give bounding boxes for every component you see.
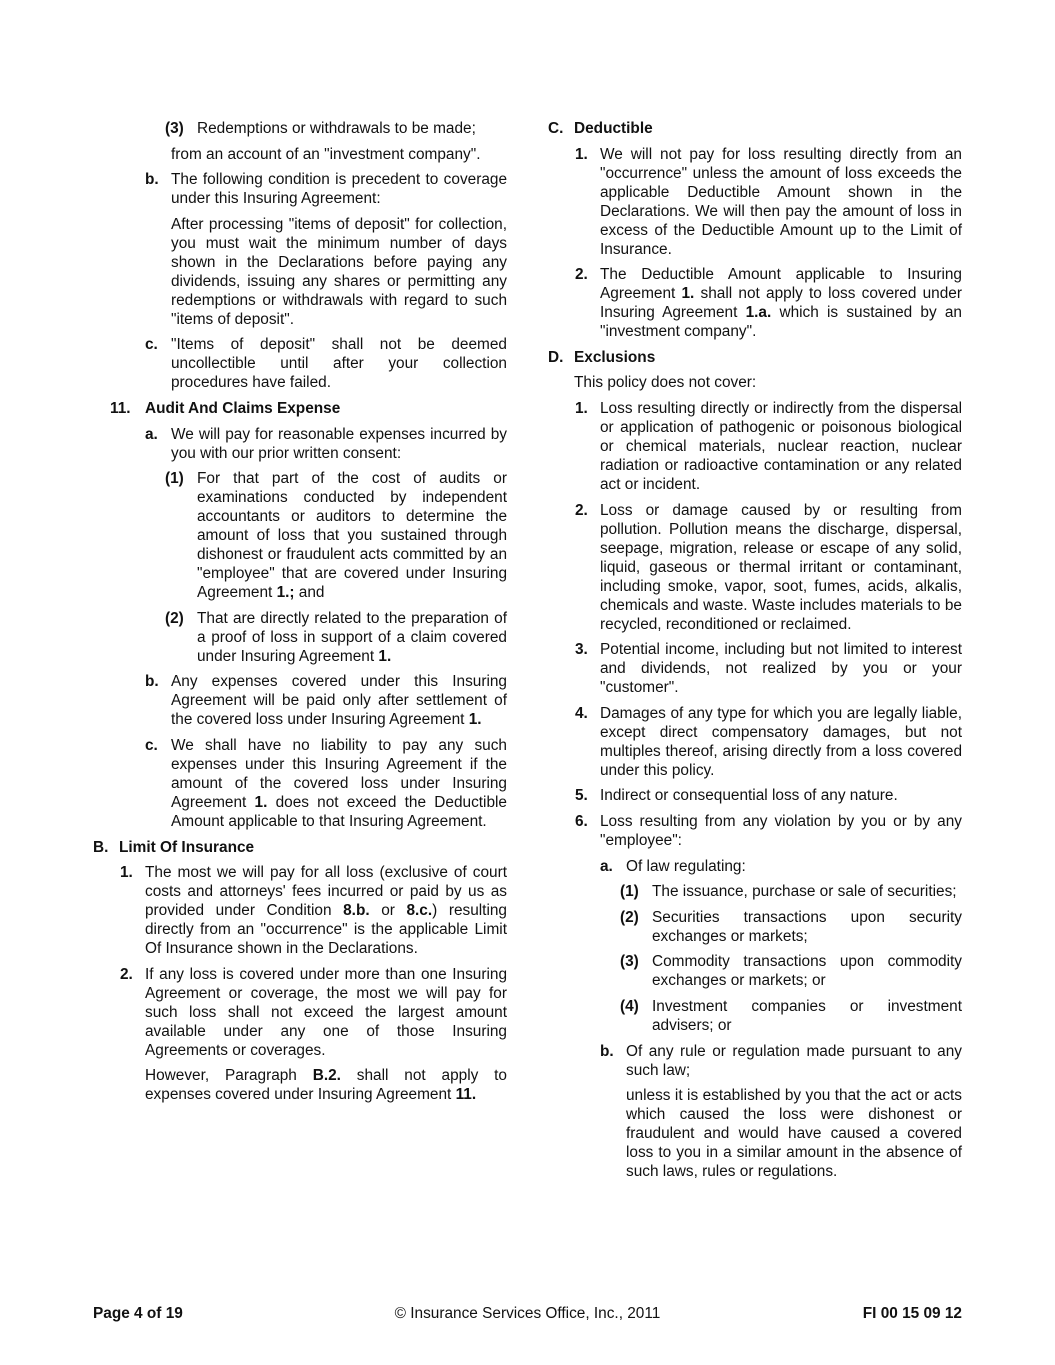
- item-text: [171, 336, 507, 391]
- text-run: Damages of any type for which you are legally liable, except direct compensatory damages, but not multiples thereof, arising directly from a loss covered under this policy.: [600, 704, 962, 779]
- item-text: [600, 266, 962, 340]
- text-run: "Items of deposit" shall not be deemed uncollectible until after your collection procedures have failed.: [171, 336, 507, 392]
- bold-reference: 8.b.: [343, 902, 370, 920]
- item-text: [652, 909, 962, 945]
- text-run: Loss or damage caused by or resulting from pollution. Pollution means the discharge, dispersal, seepage, migration, release or escape of any solid, liquid, gaseous or thermal irritant or contaminant, including smoke, vapor, soot, fumes, acids, alkalis, chemicals and waste. Waste includes materials to be recycled, reconditioned or reclaimed.: [600, 501, 962, 633]
- item-label: (3): [165, 120, 184, 137]
- list-item: [93, 863, 507, 958]
- text-run: Limit Of Insurance: [119, 838, 255, 856]
- text-run: If any loss is covered under more than one Insuring Agreement or coverage, the most we will pay for such loss shall not exceed the largest amount available under any one of those Insuring Agreements or coverages.: [145, 965, 507, 1059]
- list-item: [548, 145, 962, 259]
- item-text: [626, 858, 746, 875]
- item-label: 2.: [575, 266, 588, 284]
- item-label: (3): [620, 953, 639, 971]
- item-text: [600, 502, 962, 633]
- item-label: 2.: [575, 501, 588, 519]
- text-run: and: [294, 584, 325, 602]
- item-text: [171, 673, 507, 728]
- item-text: [145, 864, 507, 957]
- text-run: Potential income, including but not limited to interest and dividends, not realized by you or your "customer".: [600, 641, 962, 697]
- text-run: That are directly related to the preparation of a proof of loss in support of a claim covered under Insuring Agreement: [197, 609, 507, 665]
- text-run: from an account of an "investment company".: [171, 145, 481, 163]
- item-label: a.: [145, 425, 158, 443]
- copyright-notice: © Insurance Services Office, Inc., 2011: [394, 1305, 661, 1322]
- text-run: Loss resulting from any violation by you or by any "employee":: [600, 812, 962, 849]
- text-run: The following condition is precedent to coverage under this Insuring Agreement:: [171, 171, 507, 208]
- item-text: [600, 813, 962, 849]
- item-text: [574, 374, 756, 391]
- paragraph: [548, 1086, 962, 1181]
- item-label: 1.: [575, 145, 588, 163]
- item-label: 1.: [120, 864, 133, 882]
- item-text: [600, 787, 898, 804]
- text-run: This policy does not cover:: [574, 374, 757, 392]
- bold-reference: 1.;: [276, 584, 295, 602]
- bold-reference: 8.c.: [406, 902, 433, 920]
- text-run: Exclusions: [574, 348, 656, 366]
- list-item: [548, 882, 962, 901]
- item-label: 2.: [120, 965, 133, 983]
- bold-reference: 1.: [378, 647, 392, 665]
- text-run: Securities transactions upon security exchanges or markets;: [652, 908, 962, 945]
- bold-reference: B.2.: [312, 1067, 341, 1085]
- text-run: Commodity transactions upon commodity exchanges or markets; or: [652, 953, 962, 990]
- bold-reference: 1.: [254, 793, 268, 811]
- page-number: Page 4 of 19: [93, 1305, 183, 1322]
- list-item: [93, 425, 507, 463]
- item-label: a.: [600, 857, 613, 875]
- text-run: Of law regulating:: [626, 857, 746, 875]
- item-text: [652, 998, 962, 1034]
- text-run: Audit And Claims Expense: [145, 399, 341, 417]
- list-item: [548, 1042, 962, 1080]
- item-label: c.: [145, 336, 158, 354]
- section-heading: [93, 838, 507, 857]
- text-run: Any expenses covered under this Insuring Agreement will be paid only after settlement of the covered loss under Insuring Agreement: [171, 673, 507, 729]
- item-text: [600, 705, 962, 779]
- text-run: The most we will pay for all loss (exclusive of court costs and attorneys' fees incurred or paid by us as provided under Condition: [145, 864, 507, 920]
- item-text: [197, 470, 507, 601]
- item-text: [652, 953, 962, 989]
- list-item: [548, 265, 962, 341]
- list-item: [93, 965, 507, 1060]
- item-text: [119, 839, 254, 856]
- text-run: We shall have no liability to pay any such expenses under this Insuring Agreement if the amount of the covered loss under Insuring Agreement: [171, 736, 507, 811]
- item-text: [574, 120, 653, 137]
- item-label: 6.: [575, 812, 588, 830]
- item-label: (2): [165, 609, 184, 627]
- item-label: b.: [145, 673, 159, 691]
- list-item: [548, 997, 962, 1035]
- item-label: C.: [548, 120, 564, 137]
- item-label: c.: [145, 736, 158, 754]
- text-run: For that part of the cost of audits or examinations conducted by independent accountants or auditors to determine the amount of loss that you sustained through dishonest or fraudulent acts committed by an "employee" that are covered under Insuring Agreement: [197, 470, 507, 602]
- text-run: The issuance, purchase or sale of securities;: [652, 883, 957, 901]
- text-run: We will not pay for loss resulting directly from an "occurrence" unless the amount of loss exceeds the applicable Deductible Amount shown in the Declarations. We will then pay the amount of loss in excess of the Deductible Amount up to the Limit of Insurance.: [600, 145, 962, 258]
- item-text: [171, 426, 507, 462]
- list-item: [548, 857, 962, 876]
- text-run: shall not apply to expenses covered under Insuring Agreement: [145, 1067, 507, 1104]
- list-item: [93, 170, 507, 208]
- bold-reference: 1.: [468, 711, 482, 729]
- list-item: [548, 704, 962, 780]
- text-run: unless it is established by you that the act or acts which caused the loss were dishonest or fraudulent and would have caused a covered loss to you in a similar amount in the absence of such laws, rules or regulations.: [626, 1087, 962, 1181]
- list-item: [548, 640, 962, 697]
- item-text: [171, 216, 507, 328]
- paragraph: [93, 145, 507, 164]
- item-label: B.: [93, 838, 109, 856]
- item-label: 5.: [575, 787, 588, 805]
- section-heading: [548, 119, 962, 138]
- list-item: [93, 672, 507, 729]
- list-item: [548, 908, 962, 946]
- item-text: [197, 610, 507, 665]
- item-label: 3.: [575, 641, 588, 659]
- item-label: b.: [145, 171, 159, 189]
- list-item: [93, 609, 507, 666]
- list-item: [548, 786, 962, 805]
- item-label: (2): [620, 908, 639, 926]
- item-text: [145, 1067, 507, 1103]
- item-text: [145, 966, 507, 1059]
- text-run: However, Paragraph: [145, 1067, 313, 1085]
- list-item: [93, 119, 507, 138]
- list-item: [93, 335, 507, 392]
- item-label: (4): [620, 997, 639, 1015]
- bold-reference: 11.: [455, 1086, 477, 1104]
- bold-reference: 1.: [681, 285, 695, 303]
- paragraph: [93, 215, 507, 329]
- item-label: (1): [620, 883, 639, 901]
- item-text: [652, 883, 957, 900]
- text-run: shall not apply to loss covered under Insuring Agreement: [600, 285, 962, 322]
- item-text: [145, 400, 340, 417]
- text-run: which is sustained by an "investment company".: [600, 304, 962, 341]
- text-run: ) resulting directly from an "occurrence" is the applicable Limit Of Insurance shown in the Declarations.: [145, 902, 507, 958]
- left-column: [93, 119, 507, 1104]
- list-item: [93, 469, 507, 602]
- item-text: [600, 146, 962, 258]
- item-label: b.: [600, 1042, 614, 1060]
- item-label: 11.: [110, 399, 131, 417]
- section-heading: [548, 348, 962, 367]
- item-text: [197, 120, 476, 137]
- text-run: or: [369, 902, 407, 920]
- text-run: does not exceed the Deductible Amount applicable to that Insuring Agreement.: [171, 793, 507, 830]
- text-run: Of any rule or regulation made pursuant to any such law;: [626, 1042, 962, 1079]
- section-heading: [93, 399, 507, 418]
- paragraph: [548, 373, 962, 392]
- item-text: [600, 400, 962, 493]
- item-text: [574, 349, 655, 366]
- right-column: [548, 119, 962, 1181]
- text-run: Redemptions or withdrawals to be made;: [197, 120, 476, 137]
- text-run: Indirect or consequential loss of any nature.: [600, 787, 898, 805]
- bold-reference: 1.a.: [745, 304, 772, 322]
- list-item: [548, 399, 962, 494]
- text-run: The Deductible Amount applicable to Insuring Agreement: [600, 266, 962, 303]
- text-run: Loss resulting directly or indirectly from the dispersal or application of pathogenic or poisonous biological or chemical materials, nuclear reaction, nuclear radiation or radioactive contamination or any related act or incident.: [600, 399, 962, 493]
- item-label: (1): [165, 470, 184, 488]
- item-text: [626, 1087, 962, 1180]
- item-label: 1.: [575, 399, 588, 417]
- list-item: [548, 812, 962, 850]
- list-item: [548, 952, 962, 990]
- item-label: 4.: [575, 704, 588, 722]
- item-label: D.: [548, 348, 564, 366]
- text-run: We will pay for reasonable expenses incurred by you with our prior written consent:: [171, 425, 507, 462]
- text-run: Investment companies or investment advisers; or: [652, 997, 962, 1034]
- text-run: Deductible: [574, 120, 653, 137]
- item-text: [171, 146, 481, 163]
- text-run: After processing "items of deposit" for collection, you must wait the minimum number of days shown in the Declarations before paying any dividends, issuing any shares or permitting any redemptions or withdrawals with regard to such "items of deposit".: [171, 215, 507, 328]
- list-item: [93, 736, 507, 831]
- item-text: [626, 1043, 962, 1079]
- item-text: [171, 737, 507, 830]
- paragraph: [93, 1066, 507, 1104]
- item-text: [600, 641, 962, 696]
- form-number: FI 00 15 09 12: [862, 1305, 962, 1322]
- list-item: [548, 501, 962, 634]
- item-text: [171, 171, 507, 207]
